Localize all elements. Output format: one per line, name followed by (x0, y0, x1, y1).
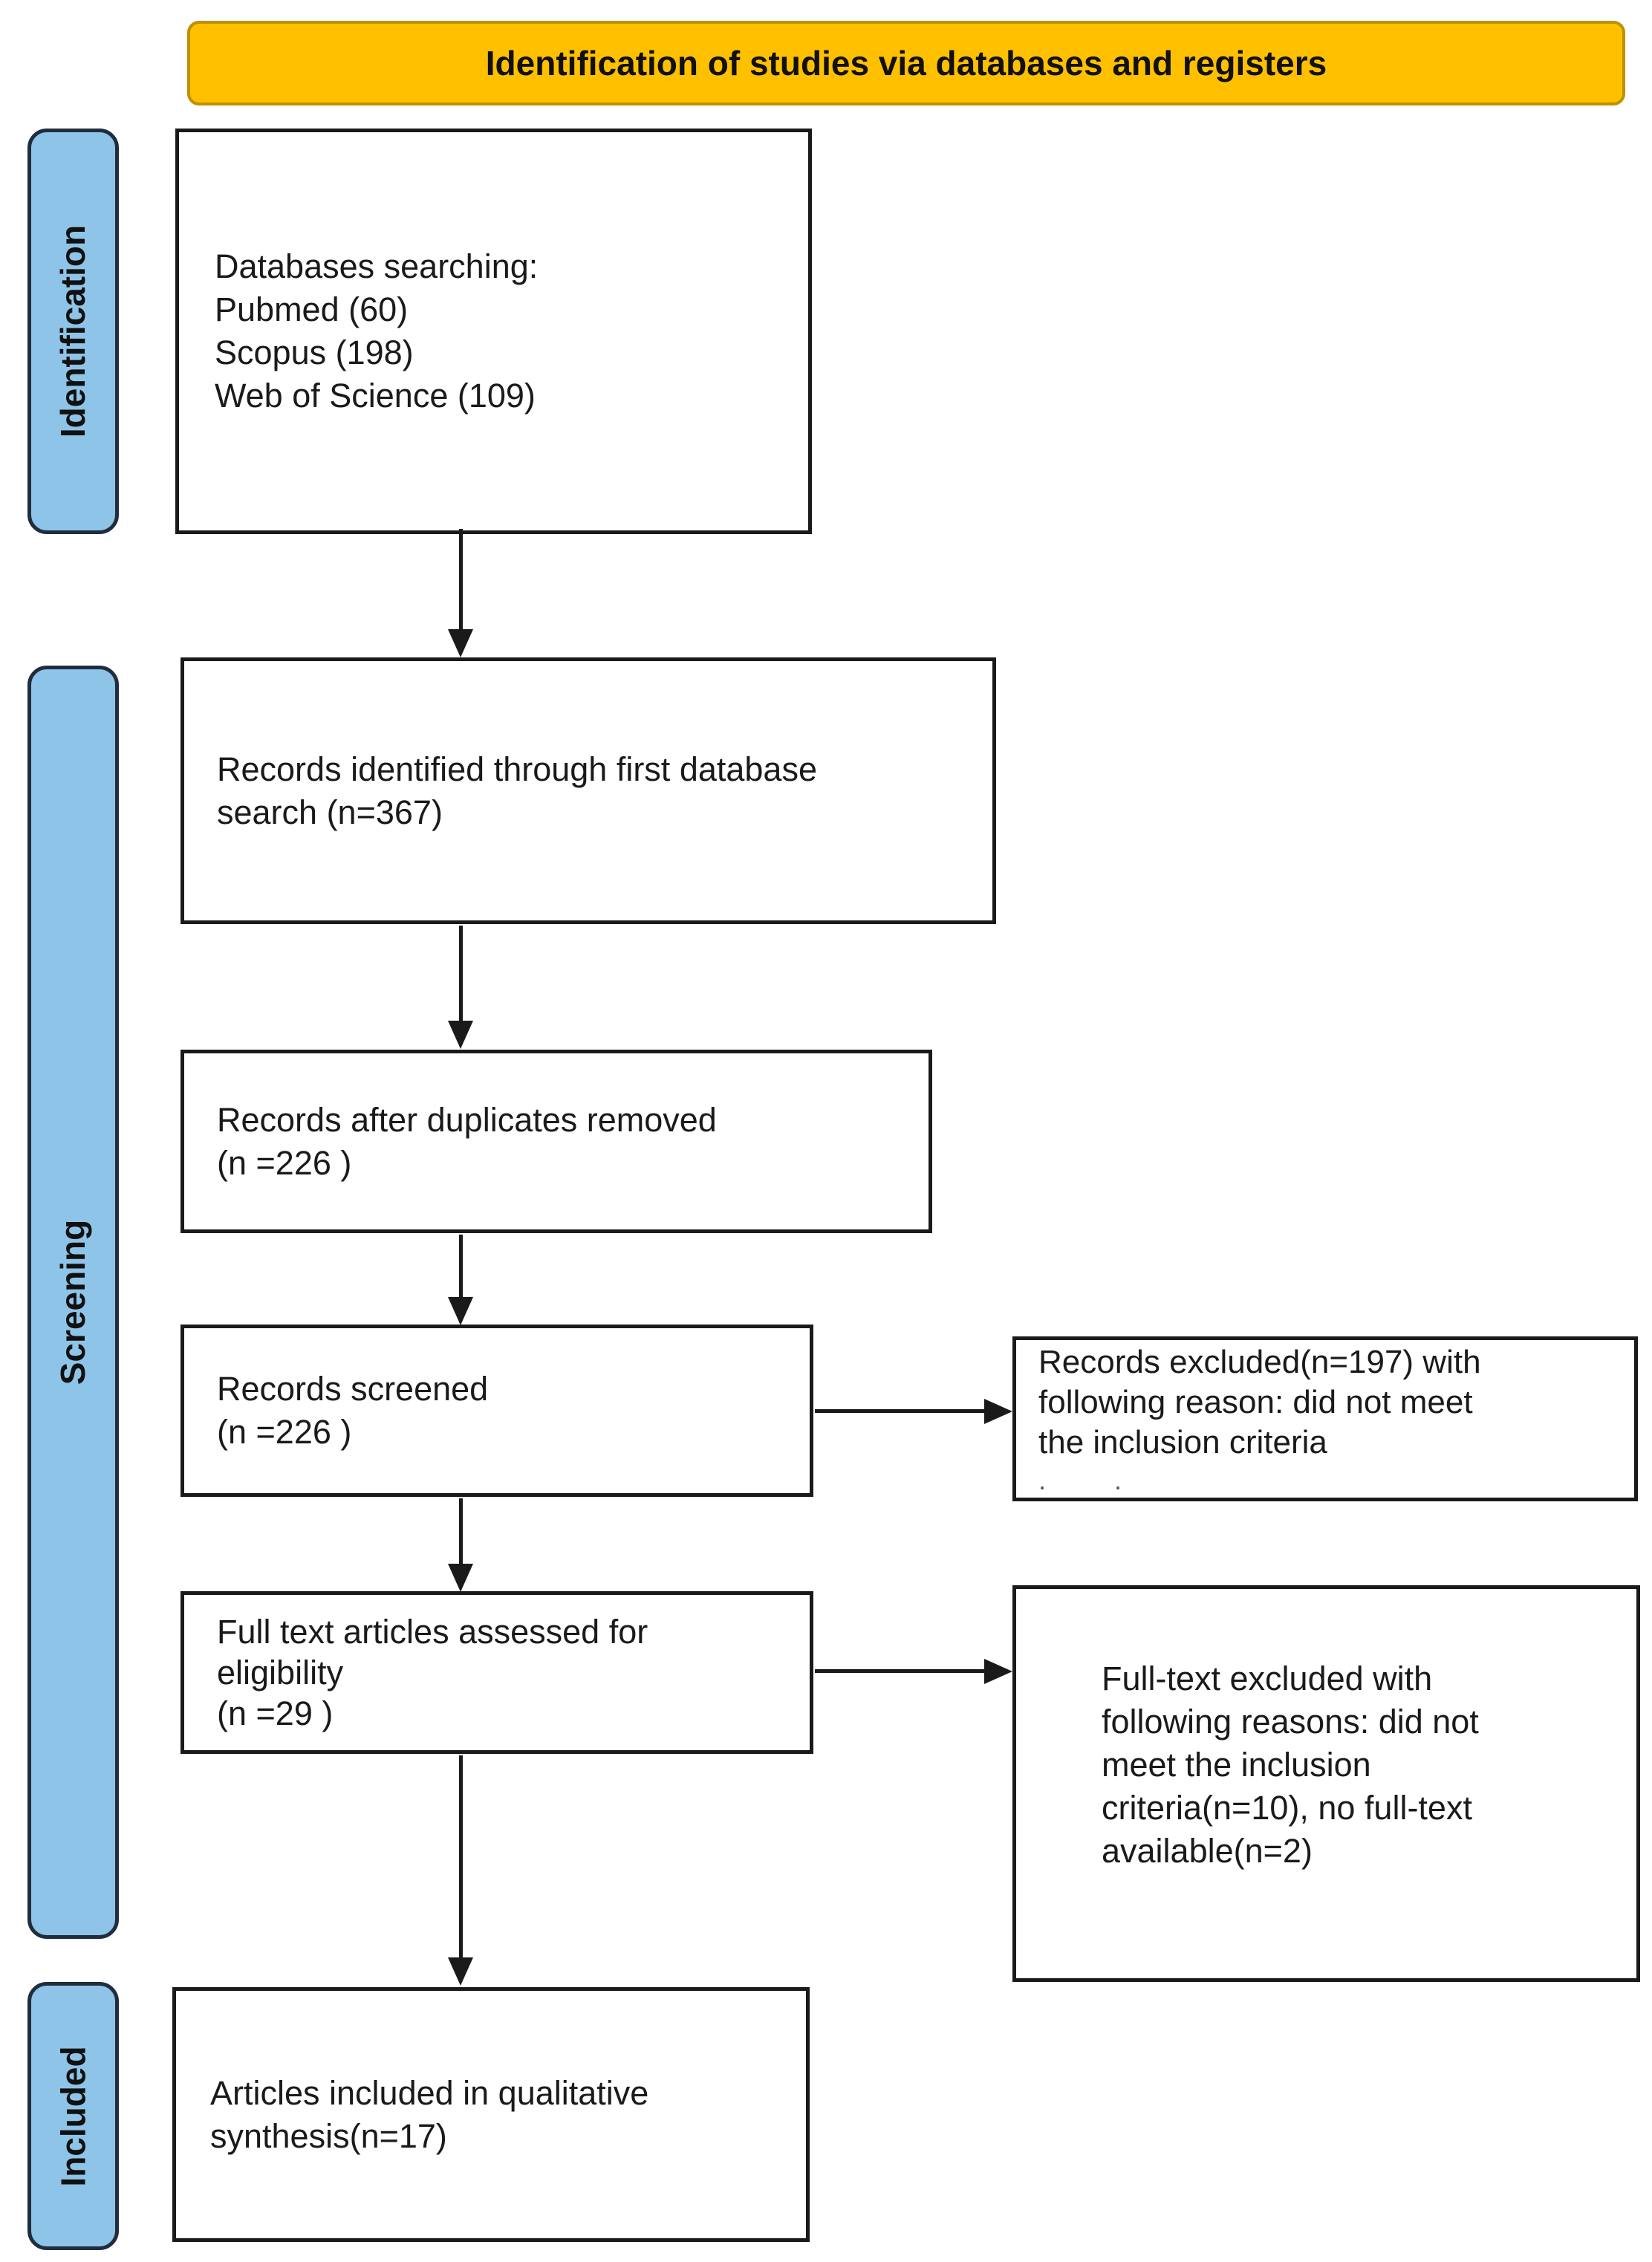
phase-label-screening (27, 666, 119, 1939)
box-fulltext-excluded-line: following reasons: did not (1102, 1703, 1479, 1741)
box-records-screened-line: (n =226 ) (217, 1413, 352, 1451)
arrow-head-down-icon (448, 1957, 473, 1986)
phase-label-included (27, 1982, 119, 2250)
box-fulltext-assessed-line: (n =29 ) (217, 1694, 334, 1732)
box-records-identified-line: Records identified through first database (217, 750, 817, 788)
box-duplicates-removed (181, 1050, 932, 1233)
phase-label-identification-text: Identification (53, 224, 93, 438)
box-records-excluded (1012, 1336, 1638, 1501)
box-databases-searching (175, 129, 812, 534)
box-fulltext-assessed-line: Full text articles assessed for (217, 1613, 648, 1651)
arrow-stem (815, 1409, 986, 1413)
box-databases-line: Scopus (198) (215, 334, 414, 371)
box-articles-included-line: synthesis(n=17) (210, 2116, 447, 2155)
arrow-stem (459, 1235, 463, 1297)
box-duplicates-removed-line: (n =226 ) (217, 1143, 352, 1182)
arrow-stem (459, 1755, 463, 1957)
phase-label-screening-text: Screening (53, 1219, 93, 1385)
box-records-identified (181, 657, 996, 924)
arrow-head-right-icon (984, 1399, 1012, 1424)
box-fulltext-assessed-line: eligibility (217, 1654, 344, 1691)
box-duplicates-removed-line: Records after duplicates removed (217, 1100, 717, 1139)
box-records-identified-line: search (n=367) (217, 793, 443, 831)
arrow-head-down-icon (448, 629, 473, 657)
box-fulltext-excluded (1012, 1585, 1640, 1982)
box-records-excluded-line: Records excluded(n=197) with (1038, 1344, 1481, 1380)
box-databases-line: Databases searching: (215, 247, 539, 285)
box-fulltext-excluded-line: criteria(n=10), no full-text (1102, 1789, 1472, 1827)
box-databases-line: Pubmed (60) (215, 290, 409, 328)
arrow-head-down-icon (448, 1021, 473, 1049)
box-records-excluded-line: the inclusion criteria (1038, 1424, 1327, 1460)
box-records-excluded-artifact-dots: .. (1038, 1465, 1191, 1495)
arrow-stem (815, 1669, 986, 1673)
box-articles-included-line: Articles included in qualitative (210, 2073, 649, 2112)
arrow-stem (459, 529, 463, 629)
box-fulltext-excluded-line: meet the inclusion (1102, 1746, 1371, 1784)
arrow-stem (459, 1498, 463, 1564)
box-articles-included (172, 1987, 810, 2242)
arrow-head-down-icon (448, 1564, 473, 1592)
phase-label-identification (27, 129, 119, 534)
box-records-screened-line: Records screened (217, 1370, 489, 1408)
box-records-screened (181, 1325, 813, 1497)
phase-label-included-text: Included (53, 2045, 93, 2187)
box-fulltext-excluded-line: Full-text excluded with (1102, 1660, 1433, 1697)
arrow-head-down-icon (448, 1297, 473, 1325)
box-fulltext-excluded-line: available(n=2) (1102, 1832, 1313, 1870)
arrow-stem (459, 926, 463, 1021)
arrow-head-right-icon (984, 1659, 1012, 1684)
box-records-excluded-line: following reason: did not meet (1038, 1384, 1473, 1420)
box-databases-line: Web of Science (109) (215, 377, 536, 415)
box-fulltext-assessed (181, 1591, 813, 1754)
banner-title: Identification of studies via databases and registers (187, 21, 1625, 105)
